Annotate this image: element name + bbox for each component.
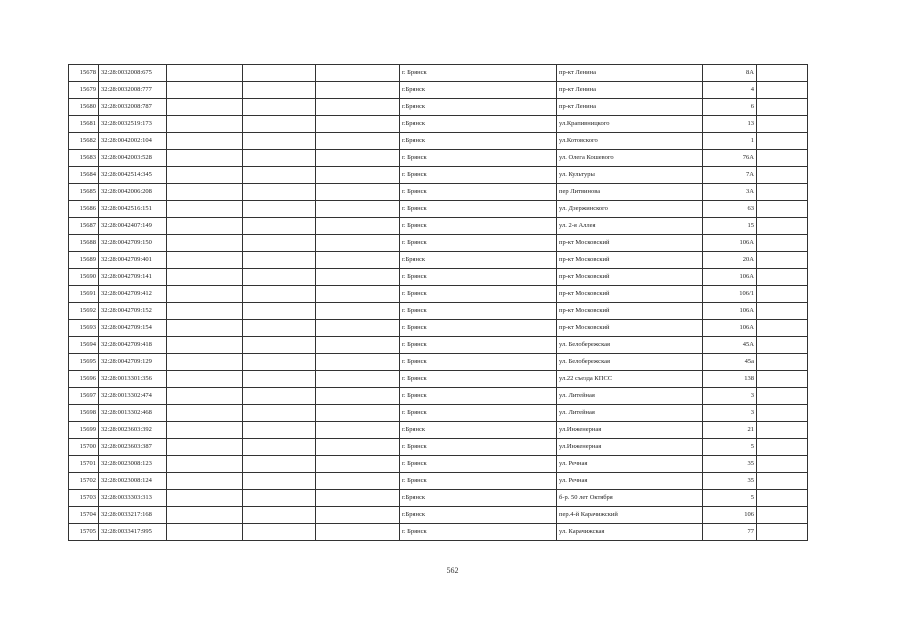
empty-cell	[316, 337, 400, 354]
table-row	[69, 473, 808, 490]
house-number-cell: 13	[703, 116, 757, 133]
row-number-cell: 15679	[69, 82, 99, 99]
house-number-cell: 63	[703, 201, 757, 218]
empty-cell	[167, 269, 243, 286]
house-number-cell: 35	[703, 473, 757, 490]
street-cell: ул. Литейная	[557, 388, 703, 405]
table-row	[69, 422, 808, 439]
city-cell: г. Брянск	[400, 235, 557, 252]
street-cell: ул. Белобережская	[557, 337, 703, 354]
table-row	[69, 524, 808, 541]
table-row	[69, 388, 808, 405]
empty-cell	[757, 133, 808, 150]
street-cell: пр-кт Ленина	[557, 65, 703, 82]
city-cell: г. Брянск	[400, 456, 557, 473]
empty-cell	[243, 371, 316, 388]
street-cell: ул.Инженерная	[557, 439, 703, 456]
table-row	[69, 82, 808, 99]
table-row	[69, 184, 808, 201]
empty-cell	[167, 354, 243, 371]
row-number-cell: 15698	[69, 405, 99, 422]
empty-cell	[243, 490, 316, 507]
row-number-cell: 15678	[69, 65, 99, 82]
street-cell: ул. Речная	[557, 473, 703, 490]
empty-cell	[316, 320, 400, 337]
empty-cell	[243, 184, 316, 201]
empty-cell	[167, 456, 243, 473]
empty-cell	[243, 473, 316, 490]
empty-cell	[167, 65, 243, 82]
row-number-cell: 15680	[69, 99, 99, 116]
street-cell: пр-кт Московский	[557, 303, 703, 320]
city-cell: г. Брянск	[400, 286, 557, 303]
empty-cell	[757, 82, 808, 99]
cadastral-number-cell: 32:28:0042709:412	[99, 286, 167, 303]
street-cell: пр-кт Ленина	[557, 82, 703, 99]
empty-cell	[243, 201, 316, 218]
row-number-cell: 15701	[69, 456, 99, 473]
cadastral-number-cell: 32:28:0023008:124	[99, 473, 167, 490]
empty-cell	[316, 456, 400, 473]
empty-cell	[757, 252, 808, 269]
street-cell: пер.4-й Карачижский	[557, 507, 703, 524]
empty-cell	[167, 405, 243, 422]
city-cell: г.Брянск	[400, 82, 557, 99]
table-row	[69, 65, 808, 82]
empty-cell	[243, 320, 316, 337]
cadastral-number-cell: 32:28:0042006:208	[99, 184, 167, 201]
house-number-cell: 106	[703, 507, 757, 524]
empty-cell	[757, 422, 808, 439]
street-cell: пр-кт Московский	[557, 286, 703, 303]
city-cell: г. Брянск	[400, 167, 557, 184]
row-number-cell: 15684	[69, 167, 99, 184]
empty-cell	[243, 133, 316, 150]
empty-cell	[757, 269, 808, 286]
cadastral-number-cell: 32:28:0042709:418	[99, 337, 167, 354]
cadastral-number-cell: 32:28:0023603:387	[99, 439, 167, 456]
page-number: 562	[446, 566, 459, 575]
city-cell: г.Брянск	[400, 507, 557, 524]
empty-cell	[243, 422, 316, 439]
empty-cell	[243, 99, 316, 116]
empty-cell	[243, 235, 316, 252]
city-cell: г. Брянск	[400, 371, 557, 388]
empty-cell	[316, 235, 400, 252]
empty-cell	[316, 201, 400, 218]
empty-cell	[757, 286, 808, 303]
table-row	[69, 337, 808, 354]
street-cell: ул.Котовского	[557, 133, 703, 150]
row-number-cell: 15704	[69, 507, 99, 524]
house-number-cell: 3	[703, 388, 757, 405]
empty-cell	[316, 99, 400, 116]
empty-cell	[243, 82, 316, 99]
row-number-cell: 15696	[69, 371, 99, 388]
cadastral-number-cell: 32:28:0033217:168	[99, 507, 167, 524]
cadastral-number-cell: 32:28:0023008:123	[99, 456, 167, 473]
empty-cell	[316, 133, 400, 150]
street-cell: пр-кт Московский	[557, 235, 703, 252]
row-number-cell: 15705	[69, 524, 99, 541]
house-number-cell: 7А	[703, 167, 757, 184]
street-cell: ул. Олега Кошевого	[557, 150, 703, 167]
cadastral-number-cell: 32:28:0032519:173	[99, 116, 167, 133]
table-row	[69, 371, 808, 388]
table-row	[69, 286, 808, 303]
table-row	[69, 456, 808, 473]
empty-cell	[757, 303, 808, 320]
empty-cell	[243, 337, 316, 354]
table-row	[69, 303, 808, 320]
empty-cell	[757, 473, 808, 490]
empty-cell	[757, 439, 808, 456]
empty-cell	[167, 473, 243, 490]
city-cell: г. Брянск	[400, 524, 557, 541]
empty-cell	[757, 201, 808, 218]
empty-cell	[167, 82, 243, 99]
row-number-cell: 15682	[69, 133, 99, 150]
street-cell: ул. Дзержинского	[557, 201, 703, 218]
empty-cell	[243, 65, 316, 82]
empty-cell	[167, 184, 243, 201]
city-cell: г. Брянск	[400, 320, 557, 337]
empty-cell	[316, 524, 400, 541]
row-number-cell: 15683	[69, 150, 99, 167]
row-number-cell: 15702	[69, 473, 99, 490]
empty-cell	[316, 286, 400, 303]
empty-cell	[316, 371, 400, 388]
house-number-cell: 3	[703, 405, 757, 422]
city-cell: г. Брянск	[400, 354, 557, 371]
empty-cell	[243, 167, 316, 184]
city-cell: г. Брянск	[400, 150, 557, 167]
empty-cell	[757, 65, 808, 82]
empty-cell	[757, 524, 808, 541]
street-cell: пер Литвинова	[557, 184, 703, 201]
empty-cell	[167, 235, 243, 252]
cadastral-number-cell: 32:28:0013301:356	[99, 371, 167, 388]
cadastral-number-cell: 32:28:0042709:150	[99, 235, 167, 252]
empty-cell	[167, 99, 243, 116]
table-row	[69, 235, 808, 252]
house-number-cell: 76А	[703, 150, 757, 167]
street-cell: б-р. 50 лет Октября	[557, 490, 703, 507]
empty-cell	[243, 354, 316, 371]
street-cell: ул.Инженерная	[557, 422, 703, 439]
empty-cell	[167, 507, 243, 524]
empty-cell	[316, 303, 400, 320]
row-number-cell: 15689	[69, 252, 99, 269]
table-row	[69, 507, 808, 524]
empty-cell	[757, 405, 808, 422]
row-number-cell: 15686	[69, 201, 99, 218]
cadastral-number-cell: 32:28:0042709:141	[99, 269, 167, 286]
city-cell: г.Брянск	[400, 116, 557, 133]
table-row	[69, 218, 808, 235]
row-number-cell: 15693	[69, 320, 99, 337]
house-number-cell: 1	[703, 133, 757, 150]
cadastral-number-cell: 32:28:0033303:313	[99, 490, 167, 507]
table-body	[69, 65, 808, 541]
table-row	[69, 354, 808, 371]
house-number-cell: 6	[703, 99, 757, 116]
empty-cell	[316, 405, 400, 422]
empty-cell	[757, 388, 808, 405]
empty-cell	[167, 116, 243, 133]
empty-cell	[243, 218, 316, 235]
empty-cell	[167, 371, 243, 388]
cadastral-number-cell: 32:28:0033417:995	[99, 524, 167, 541]
empty-cell	[167, 320, 243, 337]
cadastral-number-cell: 32:28:0042709:401	[99, 252, 167, 269]
row-number-cell: 15695	[69, 354, 99, 371]
row-number-cell: 15694	[69, 337, 99, 354]
cadastral-number-cell: 32:28:0023603:392	[99, 422, 167, 439]
house-number-cell: 35	[703, 456, 757, 473]
table-row	[69, 405, 808, 422]
empty-cell	[757, 235, 808, 252]
city-cell: г.Брянск	[400, 252, 557, 269]
table-row	[69, 320, 808, 337]
cadastral-number-cell: 32:28:0042514:345	[99, 167, 167, 184]
cadastral-number-cell: 32:28:0042002:104	[99, 133, 167, 150]
register-table	[68, 64, 808, 541]
empty-cell	[316, 507, 400, 524]
row-number-cell: 15703	[69, 490, 99, 507]
house-number-cell: 21	[703, 422, 757, 439]
table-row	[69, 269, 808, 286]
empty-cell	[243, 439, 316, 456]
empty-cell	[243, 286, 316, 303]
house-number-cell: 5	[703, 439, 757, 456]
empty-cell	[316, 269, 400, 286]
empty-cell	[243, 524, 316, 541]
house-number-cell: 138	[703, 371, 757, 388]
street-cell: ул. 2-я Аллея	[557, 218, 703, 235]
house-number-cell: 3А	[703, 184, 757, 201]
cadastral-number-cell: 32:28:0042003:528	[99, 150, 167, 167]
empty-cell	[316, 65, 400, 82]
empty-cell	[757, 99, 808, 116]
city-cell: г. Брянск	[400, 218, 557, 235]
city-cell: г. Брянск	[400, 405, 557, 422]
empty-cell	[757, 150, 808, 167]
table-row	[69, 150, 808, 167]
empty-cell	[167, 303, 243, 320]
empty-cell	[167, 388, 243, 405]
empty-cell	[757, 116, 808, 133]
street-cell: ул.22 съезда КПСС	[557, 371, 703, 388]
cadastral-number-cell: 32:28:0013302:468	[99, 405, 167, 422]
house-number-cell: 5	[703, 490, 757, 507]
house-number-cell: 106/1	[703, 286, 757, 303]
empty-cell	[316, 150, 400, 167]
house-number-cell: 20А	[703, 252, 757, 269]
street-cell: ул. Карачижская	[557, 524, 703, 541]
empty-cell	[167, 439, 243, 456]
empty-cell	[167, 286, 243, 303]
empty-cell	[316, 82, 400, 99]
table-row	[69, 490, 808, 507]
street-cell: ул. Речная	[557, 456, 703, 473]
cadastral-number-cell: 32:28:0042407:149	[99, 218, 167, 235]
empty-cell	[316, 116, 400, 133]
empty-cell	[316, 439, 400, 456]
empty-cell	[757, 167, 808, 184]
empty-cell	[167, 252, 243, 269]
empty-cell	[757, 456, 808, 473]
empty-cell	[757, 354, 808, 371]
cadastral-number-cell: 32:28:0042709:152	[99, 303, 167, 320]
empty-cell	[757, 320, 808, 337]
row-number-cell: 15681	[69, 116, 99, 133]
empty-cell	[757, 371, 808, 388]
empty-cell	[757, 184, 808, 201]
house-number-cell: 45А	[703, 337, 757, 354]
empty-cell	[316, 473, 400, 490]
city-cell: г. Брянск	[400, 303, 557, 320]
empty-cell	[243, 269, 316, 286]
house-number-cell: 106А	[703, 320, 757, 337]
empty-cell	[243, 303, 316, 320]
empty-cell	[167, 150, 243, 167]
table-row	[69, 99, 808, 116]
row-number-cell: 15700	[69, 439, 99, 456]
city-cell: г. Брянск	[400, 337, 557, 354]
house-number-cell: 8А	[703, 65, 757, 82]
house-number-cell: 106А	[703, 269, 757, 286]
city-cell: г.Брянск	[400, 99, 557, 116]
table-row	[69, 116, 808, 133]
cadastral-number-cell: 32:28:0013302:474	[99, 388, 167, 405]
empty-cell	[167, 201, 243, 218]
empty-cell	[243, 252, 316, 269]
city-cell: г. Брянск	[400, 65, 557, 82]
city-cell: г. Брянск	[400, 184, 557, 201]
table-row	[69, 133, 808, 150]
empty-cell	[243, 388, 316, 405]
cadastral-number-cell: 32:28:0032008:777	[99, 82, 167, 99]
street-cell: пр-кт Московский	[557, 320, 703, 337]
city-cell: г. Брянск	[400, 439, 557, 456]
house-number-cell: 77	[703, 524, 757, 541]
row-number-cell: 15690	[69, 269, 99, 286]
empty-cell	[316, 354, 400, 371]
empty-cell	[757, 218, 808, 235]
house-number-cell: 4	[703, 82, 757, 99]
empty-cell	[243, 405, 316, 422]
empty-cell	[316, 184, 400, 201]
empty-cell	[167, 167, 243, 184]
row-number-cell: 15685	[69, 184, 99, 201]
empty-cell	[757, 490, 808, 507]
empty-cell	[243, 116, 316, 133]
empty-cell	[167, 218, 243, 235]
city-cell: г. Брянск	[400, 201, 557, 218]
house-number-cell: 106А	[703, 235, 757, 252]
city-cell: г. Брянск	[400, 388, 557, 405]
house-number-cell: 106А	[703, 303, 757, 320]
empty-cell	[243, 150, 316, 167]
cadastral-number-cell: 32:28:0042709:129	[99, 354, 167, 371]
street-cell: пр-кт Московский	[557, 252, 703, 269]
empty-cell	[167, 133, 243, 150]
empty-cell	[167, 337, 243, 354]
cadastral-number-cell: 32:28:0042516:151	[99, 201, 167, 218]
row-number-cell: 15688	[69, 235, 99, 252]
street-cell: ул.Крапивницкого	[557, 116, 703, 133]
empty-cell	[316, 218, 400, 235]
table-row	[69, 252, 808, 269]
empty-cell	[316, 388, 400, 405]
street-cell: пр-кт Московский	[557, 269, 703, 286]
house-number-cell: 45а	[703, 354, 757, 371]
house-number-cell: 15	[703, 218, 757, 235]
cadastral-number-cell: 32:28:0032008:675	[99, 65, 167, 82]
city-cell: г. Брянск	[400, 269, 557, 286]
empty-cell	[167, 490, 243, 507]
empty-cell	[757, 337, 808, 354]
table-row	[69, 167, 808, 184]
city-cell: г.Брянск	[400, 133, 557, 150]
table-row	[69, 201, 808, 218]
empty-cell	[167, 524, 243, 541]
row-number-cell: 15699	[69, 422, 99, 439]
row-number-cell: 15687	[69, 218, 99, 235]
street-cell: ул. Белобережская	[557, 354, 703, 371]
street-cell: ул. Культуры	[557, 167, 703, 184]
empty-cell	[757, 507, 808, 524]
row-number-cell: 15697	[69, 388, 99, 405]
empty-cell	[316, 252, 400, 269]
empty-cell	[243, 456, 316, 473]
city-cell: г. Брянск	[400, 473, 557, 490]
street-cell: пр-кт Ленина	[557, 99, 703, 116]
empty-cell	[316, 167, 400, 184]
empty-cell	[167, 422, 243, 439]
cadastral-number-cell: 32:28:0032008:787	[99, 99, 167, 116]
row-number-cell: 15692	[69, 303, 99, 320]
cadastral-number-cell: 32:28:0042709:154	[99, 320, 167, 337]
city-cell: г.Брянск	[400, 490, 557, 507]
city-cell: г.Брянск	[400, 422, 557, 439]
row-number-cell: 15691	[69, 286, 99, 303]
empty-cell	[316, 422, 400, 439]
street-cell: ул. Литейная	[557, 405, 703, 422]
empty-cell	[243, 507, 316, 524]
table-row	[69, 439, 808, 456]
empty-cell	[316, 490, 400, 507]
